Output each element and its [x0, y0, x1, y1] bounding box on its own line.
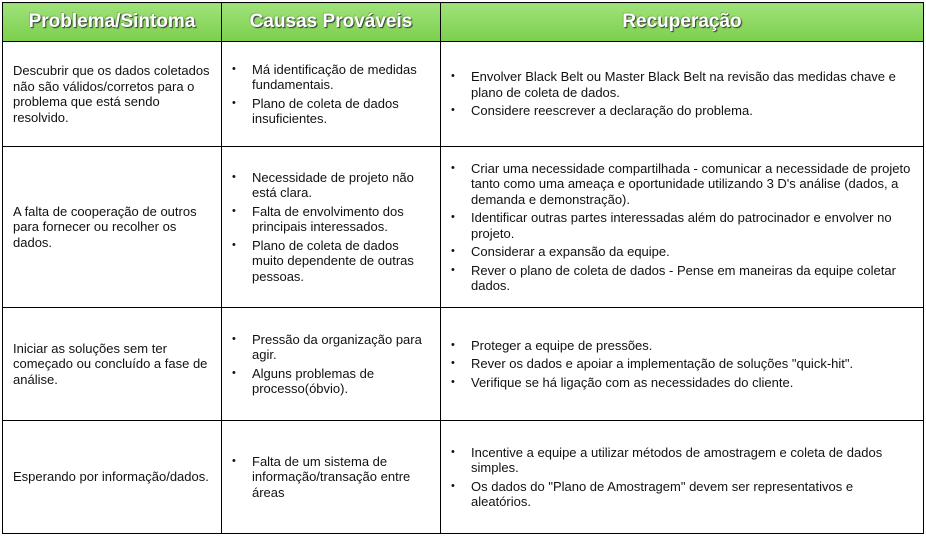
header-causes: Causas Prováveis — [222, 3, 441, 42]
list-item: • Necessidade de projeto não está clara. — [232, 170, 432, 201]
table-row — [3, 42, 924, 147]
recovery-cell — [441, 147, 924, 308]
header-row — [3, 3, 924, 42]
causes-list — [232, 332, 432, 397]
list-item: • Os dados do "Plano de Amostragem" devem ser representativos e aleatórios. — [451, 479, 915, 510]
problem-recovery-table-container — [2, 2, 923, 534]
recovery-cell — [441, 308, 924, 421]
list-item: • Rever o plano de coleta de dados - Pense em maneiras da equipe coletar dados. — [451, 263, 915, 294]
list-item: • Má identificação de medidas fundamentais. — [232, 62, 432, 93]
problem-recovery-table — [2, 2, 924, 534]
list-item: • Incentive a equipe a utilizar métodos de amostragem e coleta de dados simples. — [451, 445, 915, 476]
list-item: • Considerar a expansão da equipe. — [451, 244, 915, 260]
list-item: • Identificar outras partes interessadas além do patrocinador e envolver no projeto. — [451, 210, 915, 241]
recovery-cell — [441, 42, 924, 147]
causes-cell — [222, 421, 441, 534]
list-item: • Considere reescrever a declaração do problema. — [451, 103, 915, 119]
problem-cell: Descubrir que os dados coletados não são válidos/corretos para o problema que está sendo resolvido. — [3, 42, 222, 147]
list-item: • Rever os dados e apoiar a implementação de soluções "quick-hit". — [451, 356, 915, 372]
recovery-list — [451, 69, 915, 119]
problem-cell: Iniciar as soluções sem ter começado ou concluído a fase de análise. — [3, 308, 222, 421]
problem-cell: A falta de cooperação de outros para fornecer ou recolher os dados. — [3, 147, 222, 308]
list-item: • Pressão da organização para agir. — [232, 332, 432, 363]
table-row — [3, 147, 924, 308]
recovery-list — [451, 445, 915, 510]
causes-list — [232, 454, 432, 501]
list-item: • Falta de um sistema de informação/transação entre áreas — [232, 454, 432, 501]
header-recovery: Recuperação — [441, 3, 924, 42]
list-item: • Plano de coleta de dados insuficientes. — [232, 96, 432, 127]
recovery-list — [451, 161, 915, 294]
list-item: • Proteger a equipe de pressões. — [451, 338, 915, 354]
table-row — [3, 308, 924, 421]
causes-cell — [222, 147, 441, 308]
causes-cell — [222, 308, 441, 421]
table-row — [3, 421, 924, 534]
header-problem: Problema/Sintoma — [3, 3, 222, 42]
causes-cell — [222, 42, 441, 147]
list-item: • Envolver Black Belt ou Master Black Belt na revisão das medidas chave e plano de coleta de dados. — [451, 69, 915, 100]
causes-list — [232, 62, 432, 127]
list-item: • Verifique se há ligação com as necessidades do cliente. — [451, 375, 915, 391]
recovery-list — [451, 338, 915, 391]
list-item: • Alguns problemas de processo(óbvio). — [232, 366, 432, 397]
causes-list — [232, 170, 432, 285]
list-item: • Plano de coleta de dados muito dependente de outras pessoas. — [232, 238, 432, 285]
problem-cell: Esperando por informação/dados. — [3, 421, 222, 534]
list-item: • Falta de envolvimento dos principais interessados. — [232, 204, 432, 235]
recovery-cell — [441, 421, 924, 534]
list-item: • Criar uma necessidade compartilhada - comunicar a necessidade de projeto tanto como uma ameaça e oportunidade utilizando 3 D's análise (dados, a demanda e demonstração). — [451, 161, 915, 208]
